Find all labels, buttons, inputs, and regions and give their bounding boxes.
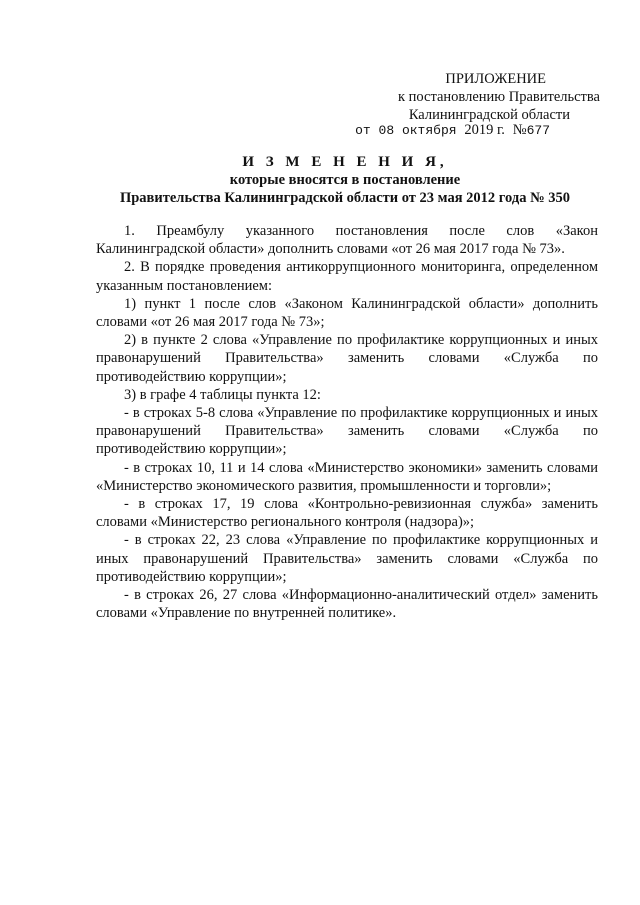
document-number: 677: [526, 123, 550, 138]
item-3-dash-2: - в строках 10, 11 и 14 слова «Министерство экономики» заменить словами «Министерство экономического развития, промышленности и торговли»;: [96, 459, 598, 494]
document-body: [96, 222, 598, 622]
heading-title: И З М Е Н Е Н И Я,: [242, 154, 448, 170]
appendix-line-region: Калининградской области: [408, 107, 570, 123]
changes-heading: [90, 153, 600, 207]
item-3-dash-1: - в строках 5-8 слова «Управление по профилактике коррупционных и иных правонарушений Правительства» заменить словами «Служба по противодействию коррупции»;: [96, 405, 598, 458]
date-prefix: от: [355, 123, 371, 138]
paragraph-2-item-1: 1) пункт 1 после слов «Законом Калининградской области» дополнить словами «от 26 мая 2017 года № 73»;: [96, 295, 598, 331]
appendix-date-line: [355, 121, 550, 140]
heading-resolution-ref: Правительства Калининградской области от 23 мая 2012 года № 350: [119, 190, 571, 206]
heading-subtitle: которые вносятся в постановление: [229, 172, 461, 188]
item-3-dash-5: - в строках 26, 27 слова «Информационно-аналитический отдел» заменить словами «Управление по внутренней политике».: [96, 587, 598, 622]
paragraph-1: 1. Преамбулу указанного постановления после слов «Закон Калининградской области» дополнить словами «от 26 мая 2017 года № 73».: [96, 223, 598, 258]
item-3-dash-3: - в строках 17, 19 слова «Контрольно-ревизионная служба» заменить словами «Министерство регионального контроля (надзора)»;: [96, 496, 598, 531]
paragraph-2: 2. В порядке проведения антикоррупционного мониторинга, определенном указанным постановлением:: [96, 259, 598, 294]
paragraph-2-item-2: 2) в пункте 2 слова «Управление по профилактике коррупционных и иных правонарушений Правительства» заменить словами «Служба по противодействию коррупции»;: [96, 332, 598, 385]
date-month: октября: [401, 123, 457, 138]
paragraph-2-item-3: 3) в графе 4 таблицы пункта 12:: [124, 386, 321, 403]
date-year: 2019 г.: [464, 122, 505, 138]
appendix-line-resolution: к постановлению Правительства: [398, 89, 600, 105]
date-day: 08: [378, 123, 395, 138]
item-3-dash-4: - в строках 22, 23 слова «Управление по профилактике коррупционных и иных правонарушений Правительства» заменить словами «Служба по противодействию коррупции»;: [96, 532, 598, 585]
number-prefix: №: [512, 122, 527, 138]
appendix-title: ПРИЛОЖЕНИЕ: [445, 71, 546, 87]
